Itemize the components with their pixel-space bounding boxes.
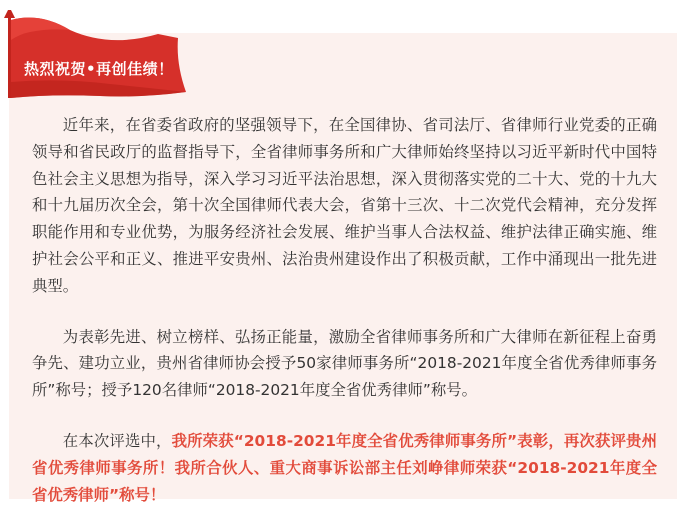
award-lead-text: 在本次评选中， bbox=[62, 431, 172, 450]
paragraph-commendation: 为表彰先进、树立榜样、弘扬正能量，激励全省律师事务所和广大律师在新征程上奋勇争先、建功立业，贵州省律师协会授予50家律师事务所“2018-2021年度全省优秀律师事务所”称号；授予120名律师“2018-2021年度全省优秀律师”称号。 bbox=[32, 327, 657, 400]
paragraph-award bbox=[32, 428, 657, 508]
paragraph-intro: 近年来，在省委省政府的坚强领导下，在全国律协、省司法厅、省律师行业党委的正确领导和省民政厅的监督指导下，全省律师事务所和广大律师始终坚持以习近平新时代中国特色社会主义思想为指导，深入学习习近平法治思想，深入贯彻落实党的二十大、党的十九大和十九届历次全会，第十次全国律师代表大会，省第十三次、十二次党代会精神，充分发挥职能作用和专业优势，为服务经济社会发展、维护当事人合法权益、维护法律正确实施、维护社会公平和正义、推进平安贵州、法治贵州建设作出了积极贡献，工作中涌现出一批先进典型。 bbox=[32, 116, 657, 295]
flag-banner-icon bbox=[0, 0, 200, 100]
award-highlight-text: 我所荣获“2018-2021年度全省优秀律师事务所”表彰，再次获评贵州省优秀律师事务所！我所合伙人、重大商事诉讼部主任刘峥律师荣获“2018-2021年度全省优秀律师”称号！ bbox=[32, 431, 657, 504]
banner bbox=[0, 0, 200, 100]
article-body bbox=[32, 112, 657, 508]
banner-title: 热烈祝贺•再创佳绩！ bbox=[24, 60, 174, 78]
